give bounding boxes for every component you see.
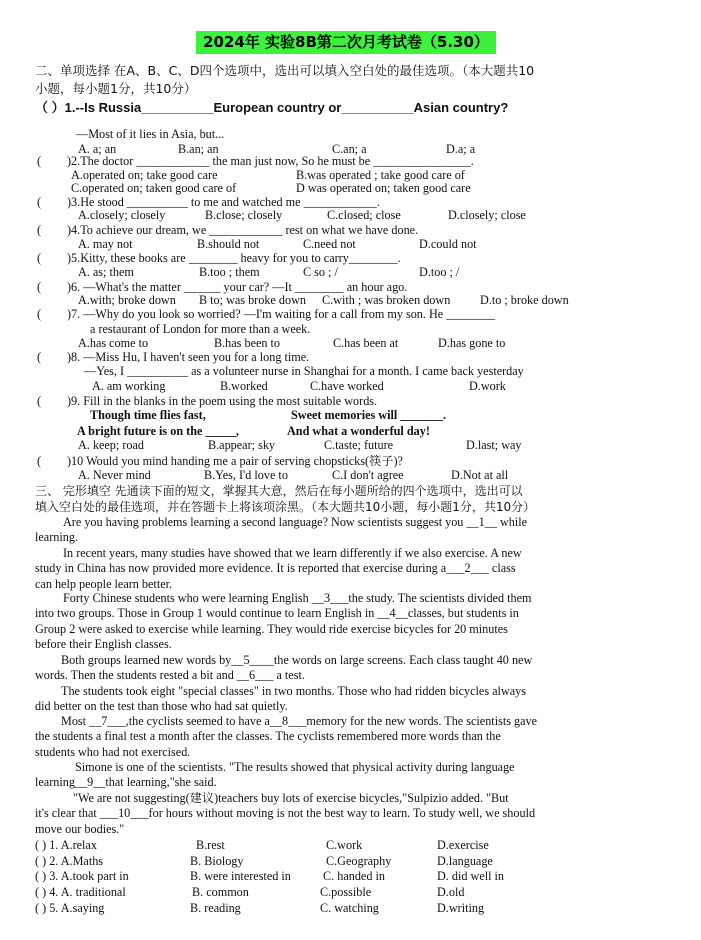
cloze-q1-option-d: D.exercise — [437, 838, 489, 852]
q6-option-b: B to; was broke down — [199, 293, 306, 307]
section2-heading-line2: 小题，每小题1分，共10分） — [35, 81, 197, 96]
q4-option-b: B.should not — [197, 237, 260, 251]
q10-option-b: B.Yes, I'd love to — [204, 468, 288, 482]
q9-paren: ( — [37, 394, 42, 408]
q9-poem-line2b: And what a wonderful day! — [287, 424, 430, 438]
q1-option-d: D.a; a — [446, 142, 476, 156]
cloze-p2-line1: In recent years, many studies have showed that we learn differently if we also exercise. A new — [63, 546, 522, 560]
cloze-p6-line3: students who had not exercised. — [35, 744, 191, 759]
q9-poem-line2a: A bright future is on the _____, — [77, 424, 239, 438]
q8-paren: ( — [37, 350, 42, 364]
q2-stem: )2.The doctor ____________ the man just now, So he must be ________________. — [67, 154, 474, 168]
cloze-p7-line1: Simone is one of the scientists. "The results showed that physical activity during language — [75, 760, 515, 774]
cloze-paragraph-5 — [35, 684, 526, 715]
cloze-paragraph-4 — [35, 653, 532, 684]
q9-option-b: B.appear; sky — [208, 438, 276, 452]
q9-poem-line1a: Though time flies fast, — [90, 408, 206, 422]
q7-option-a: A.has come to — [78, 336, 149, 350]
cloze-q2-option-c: C.Geography — [326, 854, 392, 868]
section3-heading-line1: 三、 完形填空 先通读下面的短文，掌握其大意，然后在每小题所给的四个选项中，选出可以 — [35, 484, 523, 498]
cloze-paragraph-8 — [35, 791, 535, 837]
q5-option-c: C so ; / — [303, 265, 338, 279]
q5-stem: )5.Kitty, these books are ________ heavy for you to carry________. — [67, 251, 401, 265]
q9-poem-line1b: Sweet memories will _______. — [291, 408, 447, 422]
cloze-q5-option-b: B. reading — [190, 901, 241, 915]
section2-heading-line1: 二、单项选择 在A、B、C、D四个选项中，选出可以填入空白处的最佳选项。（本大题共10 — [35, 63, 535, 78]
q8-option-a: A. am working — [92, 379, 166, 393]
cloze-paragraph-2 — [35, 546, 522, 592]
q4-stem: )4.To achieve our dream, we ____________ rest on what we have done. — [67, 223, 419, 237]
q2-option-a: A.operated on; take good care — [71, 168, 218, 182]
q8-option-d: D.work — [469, 379, 506, 393]
q4-option-c: C.need not — [303, 237, 356, 251]
q9-stem: )9. Fill in the blanks in the poem using the most suitable words. — [67, 394, 378, 408]
cloze-q5-option-c: C. watching — [320, 901, 379, 915]
q1-stem: （ ）1.--Is Russia__________European country or__________Asian country? — [35, 100, 509, 115]
cloze-p2-line2: study in China has now provided more evidence. It is reported that exercise during a___2___ class — [35, 561, 516, 576]
cloze-q2-option-b: B. Biology — [190, 854, 244, 868]
cloze-p5-line1: The students took eight "special classes" in two months. Those who had ridden bicycles always — [61, 684, 526, 698]
cloze-p6-line2: the students a final test a month after the classes. The cyclists remembered more words than the — [35, 729, 501, 744]
cloze-paragraph-7 — [35, 760, 515, 791]
cloze-q1-option-b: B.rest — [196, 838, 225, 852]
q4-paren: ( — [37, 223, 42, 237]
cloze-p3-line1: Forty Chinese students who were learning English __3___the study. The scientists divided them — [63, 591, 532, 605]
q6-paren: ( — [37, 280, 42, 294]
cloze-p8-line3: move our bodies." — [35, 821, 125, 836]
cloze-q4-option-b: B. common — [192, 885, 249, 899]
cloze-q2-option-a: ( ) 2. A.Maths — [35, 854, 104, 868]
cloze-paragraph-3 — [35, 591, 531, 652]
cloze-q1-option-c: C.work — [326, 838, 363, 852]
cloze-p2-line3: can help people learn better. — [35, 576, 173, 591]
q10-stem: )10 Would you mind handing me a pair of serving chopsticks(筷子)? — [67, 454, 403, 468]
q8-option-c: C.have worked — [310, 379, 384, 393]
q3-option-c: C.closed; close — [327, 208, 401, 222]
q10-option-c: C.I don't agree — [332, 468, 404, 482]
q1-reply: —Most of it lies in Asia, but... — [76, 127, 225, 141]
cloze-q3-option-b: B. were interested in — [190, 869, 291, 883]
q8-option-b: B.worked — [220, 379, 268, 393]
cloze-p3-line3: Group 2 were asked to exercise while learning. They would ride exercise bicycles for 20 minutes — [35, 621, 508, 636]
cloze-p4-line2: words. Then the students rested a bit and __6___ a test. — [35, 668, 305, 683]
q2-paren: ( — [37, 154, 42, 168]
q7-paren: ( — [37, 307, 42, 321]
page-title: 2024年 实验8B第二次月考试卷（5.30） — [196, 31, 496, 54]
q4-option-a: A. may not — [78, 237, 133, 251]
cloze-q3-option-d: D. did well in — [437, 869, 505, 883]
q3-option-d: D.closely; close — [448, 208, 526, 222]
q2-option-d: D was operated on; taken good care — [296, 181, 471, 195]
q10-option-a: A. Never mind — [78, 468, 151, 482]
q7-option-c: C.has been at — [333, 336, 399, 350]
q6-option-a: A.with; broke down — [78, 293, 176, 307]
q3-option-a: A.closely; closely — [78, 208, 166, 222]
cloze-p1-line2: learning. — [35, 530, 78, 545]
cloze-p8-line2: it's clear that ___10___for hours without moving is not the best way to learn. To study well, we should — [35, 806, 536, 821]
cloze-paragraph-6 — [35, 714, 537, 760]
q2-option-c: C.operated on; taken good care of — [71, 181, 237, 195]
cloze-q5-option-d: D.writing — [437, 901, 485, 915]
cloze-p8-line1: "We are not suggesting(建议)teachers buy lots of exercise bicycles,"Sulpizio added. "But — [73, 791, 509, 805]
cloze-q4-option-d: D.old — [437, 885, 465, 899]
q2-option-b: B.was operated ; take good care of — [296, 168, 465, 182]
section3-heading-line2: 填入空白处的最佳选项，并在答题卡上将该项涂黑。（本大题共10小题，每小题1分，共10分） — [35, 500, 536, 514]
q6-option-d: D.to ; broke down — [480, 293, 569, 307]
q5-option-b: B.too ; them — [199, 265, 260, 279]
q5-paren: ( — [37, 251, 42, 265]
cloze-p7-line2: learning__9__that learning,"she said. — [35, 775, 217, 790]
q7-option-d: D.has gone to — [438, 336, 506, 350]
q1-option-a: A. a; an — [78, 142, 117, 156]
cloze-paragraph-1 — [35, 515, 527, 546]
cloze-q3-option-a: ( ) 3. A.took part in — [35, 869, 129, 883]
q7-stem-cont: a restaurant of London for more than a week. — [90, 322, 311, 336]
q4-option-d: D.could not — [419, 237, 477, 251]
cloze-q5-option-a: ( ) 5. A.saying — [35, 901, 105, 915]
q3-stem: )3.He stood __________ to me and watched me ____________. — [67, 195, 380, 209]
q6-option-c: C.with ; was broken down — [322, 293, 451, 307]
q10-paren: ( — [37, 454, 42, 468]
q5-option-d: D.too ; / — [419, 265, 460, 279]
cloze-q1-option-a: ( ) 1. A.relax — [35, 838, 97, 852]
cloze-p3-line4: before their English classes. — [35, 636, 172, 651]
q5-option-a: A. as; them — [78, 265, 134, 279]
q1-option-b: B.an; an — [178, 142, 219, 156]
q3-paren: ( — [37, 195, 42, 209]
q1-option-c: C.an; a — [332, 142, 367, 156]
cloze-q4-option-c: C.possible — [320, 885, 372, 899]
cloze-q2-option-d: D.language — [437, 854, 493, 868]
q10-option-d: D.Not at all — [451, 468, 509, 482]
q7-stem: )7. —Why do you look so worried? —I'm waiting for a call from my son. He ________ — [67, 307, 496, 321]
cloze-p4-line1: Both groups learned new words by__5____the words on large screens. Each class taught 40 new — [61, 653, 533, 667]
cloze-p1-line1: Are you having problems learning a second language? Now scientists suggest you __1__ while — [63, 515, 528, 529]
q3-option-b: B.close; closely — [205, 208, 283, 222]
q9-option-a: A. keep; road — [78, 438, 144, 452]
cloze-p6-line1: Most __7___,the cyclists seemed to have a__8___memory for the new words. The scientists gave — [61, 714, 538, 728]
q6-stem: )6. —What's the matter ______ your car? —It ________ an hour ago. — [67, 280, 408, 294]
q9-option-d: D.last; way — [466, 438, 522, 452]
cloze-p5-line2: did better on the test than those who had sat quietly. — [35, 699, 288, 714]
q9-option-c: C.taste; future — [324, 438, 394, 452]
cloze-q4-option-a: ( ) 4. A. traditional — [35, 885, 126, 899]
cloze-q3-option-c: C. handed in — [323, 869, 385, 883]
q7-option-b: B.has been to — [214, 336, 281, 350]
q8-reply: —Yes, I __________ as a volunteer nurse in Shanghai for a month. I came back yesterday — [84, 364, 524, 378]
cloze-p3-line2: into two groups. Those in Group 1 would continue to learn English in __4__classes, but students in — [35, 606, 519, 621]
q8-stem: )8. —Miss Hu, I haven't seen you for a long time. — [67, 350, 310, 364]
